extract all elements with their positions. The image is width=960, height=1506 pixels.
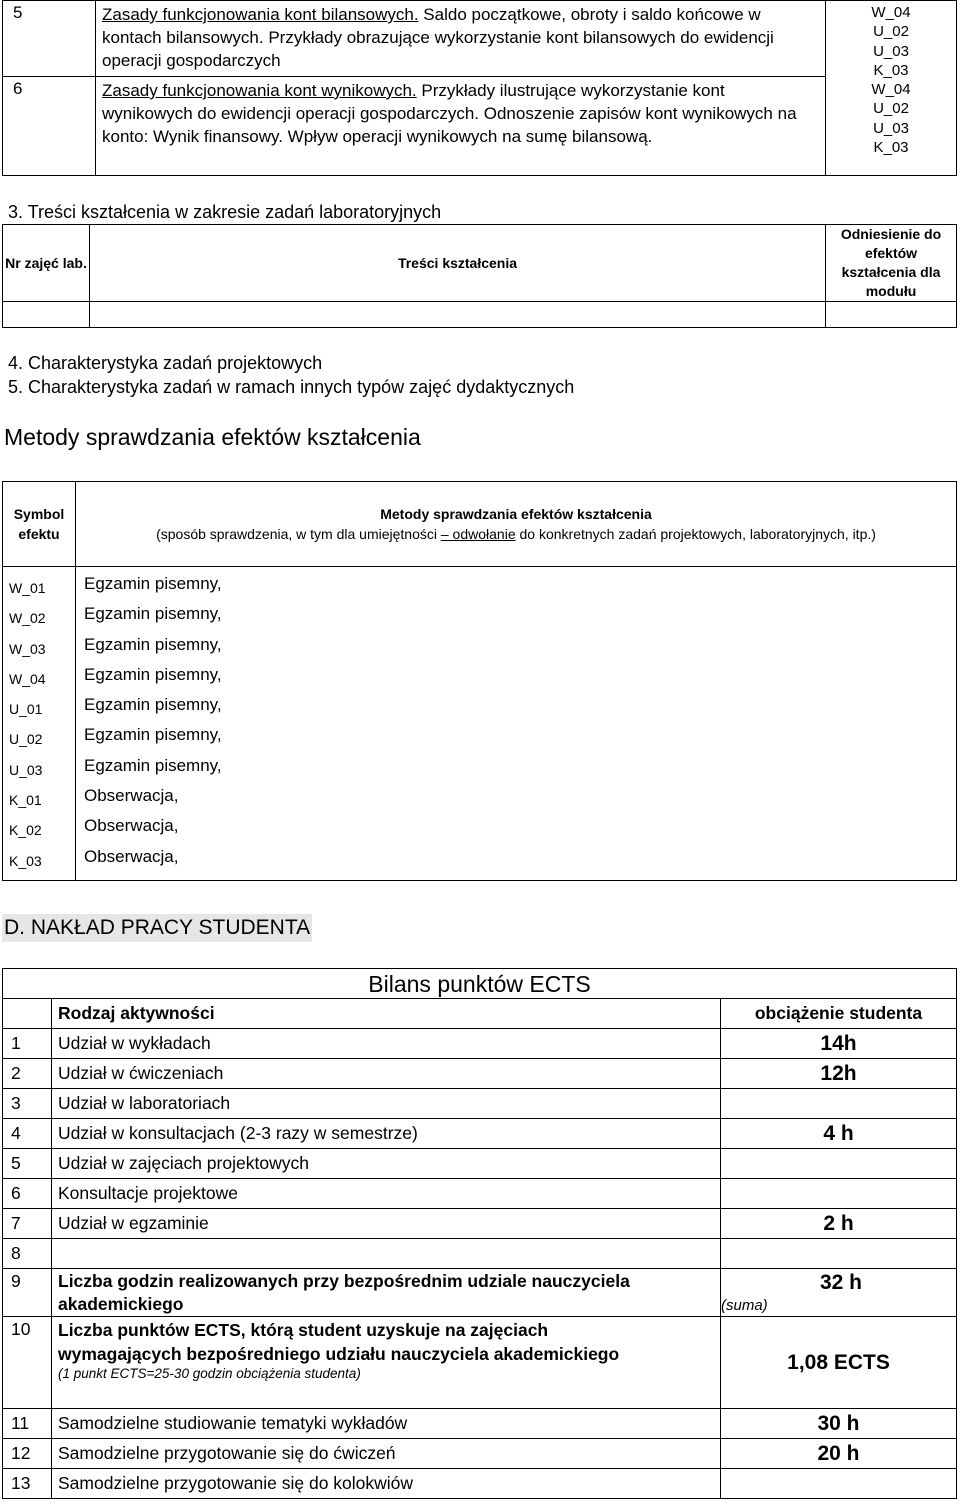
col-header-lab-no: Nr zajęć lab. [3, 225, 90, 302]
effect-code: K_03 [873, 139, 909, 157]
col-header-load: obciążenie studenta [721, 999, 957, 1029]
col-header-methods [76, 482, 957, 567]
activity-cell: Liczba godzin realizowanych przy bezpośrednim udziale nauczyciela akademickiego [52, 1269, 721, 1317]
row-number: 10 [3, 1317, 52, 1409]
section-d-heading: D. NAKŁAD PRACY STUDENTA [2, 914, 312, 942]
method-cell: Egzamin pisemny, [84, 574, 222, 593]
method-cell: Egzamin pisemny, [84, 604, 222, 624]
sub-text: do konkretnych zadań projektowych, laboratoryjnych, itp.) [515, 526, 876, 542]
table-row [3, 302, 957, 328]
symbol-cell: K_01 [9, 792, 42, 809]
empty-cell [826, 302, 957, 328]
row-number: 12 [3, 1439, 52, 1469]
effect-codes-cell [826, 1, 957, 176]
row-content [96, 77, 826, 176]
table-row [3, 1089, 957, 1119]
sub-text-underlined: – odwołanie [440, 526, 516, 542]
col-header-reference: Odniesienie do efektów kształcenia dla modułu [826, 225, 957, 302]
method-cell: Obserwacja, [84, 816, 179, 836]
empty-cell [90, 302, 826, 328]
row-content-underlined: Zasady funkcjonowania kont wynikowych. [102, 81, 417, 100]
symbol-cell: U_03 [9, 761, 43, 778]
lab-content-table [2, 224, 957, 328]
load-cell [721, 1239, 957, 1269]
load-cell [721, 1179, 957, 1209]
method-cell: Obserwacja, [84, 846, 179, 866]
activity-cell: Udział w ćwiczeniach [52, 1059, 721, 1089]
symbol-cell: W_01 [9, 580, 46, 596]
method-cell: Egzamin pisemny, [84, 695, 222, 715]
symbol-cell: U_02 [9, 731, 43, 748]
effect-code: U_02 [873, 100, 909, 118]
table-row [3, 77, 957, 176]
table-row [3, 1239, 957, 1269]
load-cell: 30 h [721, 1409, 957, 1439]
load-value: 32 h [819, 1271, 863, 1294]
section-5-heading: 5. Charakterystyka zadań w ramach innych typów zajęć dydaktycznych [8, 377, 575, 397]
effect-code: K_03 [873, 61, 909, 79]
row-number: 6 [3, 1179, 52, 1209]
empty-cell [3, 999, 52, 1029]
row-number: 8 [3, 1239, 52, 1269]
table-row [3, 1149, 957, 1179]
row-number: 9 [3, 1269, 52, 1317]
ects-title: Bilans punktów ECTS [3, 969, 957, 999]
table-row [3, 1, 957, 77]
activity-cell: Udział w konsultacjach (2-3 razy w semestrze) [52, 1119, 721, 1149]
load-cell: 4 h [721, 1119, 957, 1149]
col-header-methods-title: Metody sprawdzania efektów kształcenia [380, 506, 652, 522]
col-header-symbol: Symbol efektu [3, 482, 76, 567]
empty-cell [3, 302, 90, 328]
ects-table [2, 968, 957, 1499]
row-content-underlined: Zasady funkcjonowania kont bilansowych. [102, 5, 419, 24]
table-row [3, 1119, 957, 1149]
effect-code: W_04 [871, 4, 911, 21]
row-number: 4 [3, 1119, 52, 1149]
table-row [3, 1029, 957, 1059]
row-content [96, 1, 826, 77]
method-column [76, 567, 957, 881]
symbol-column [3, 567, 76, 881]
symbol-cell: U_01 [9, 701, 43, 718]
row-number: 6 [3, 77, 96, 176]
activity-cell [52, 1317, 721, 1409]
section-4-heading: 4. Charakterystyka zadań projektowych [8, 353, 323, 373]
table-row [3, 1469, 957, 1499]
row-number: 1 [3, 1029, 52, 1059]
col-header-content: Treści kształcenia [90, 225, 826, 302]
sub-text: (sposób sprawdzenia, w tym dla umiejętności [156, 526, 441, 542]
load-cell [721, 1269, 957, 1317]
table-row [3, 1409, 957, 1439]
activity-cell: Samodzielne przygotowanie się do kolokwiów [52, 1469, 721, 1499]
effect-code: U_03 [873, 119, 909, 137]
method-cell: Egzamin pisemny, [84, 634, 222, 654]
symbol-cell: W_02 [9, 610, 46, 627]
table-header-row [3, 225, 957, 302]
method-cell: Egzamin pisemny, [84, 725, 222, 745]
table-row [3, 1439, 957, 1469]
effect-code: U_03 [873, 42, 909, 60]
row-number: 7 [3, 1209, 52, 1239]
table-row [3, 1059, 957, 1089]
table-title-row [3, 969, 957, 999]
methods-title: Metody sprawdzania efektów kształcenia [4, 424, 421, 450]
table-row [3, 1269, 957, 1317]
method-cell: Egzamin pisemny, [84, 755, 222, 775]
table-row [3, 567, 957, 881]
activity-cell: Samodzielne studiowanie tematyki wykładów [52, 1409, 721, 1439]
row-content-rest: Przykłady ilustrujące wykorzystanie kont wynikowych do ewidencji operacji gospodarczych. Odnoszenie zapisów kont wynikowych na konto: Wynik finansowy. Wpływ operacji wynikowych na sumę bilansową. [102, 81, 797, 146]
symbol-cell: W_03 [9, 640, 46, 657]
symbol-cell: K_03 [9, 852, 42, 869]
program-content-table [2, 0, 957, 176]
load-cell: 2 h [721, 1209, 957, 1239]
row-number: 2 [3, 1059, 52, 1089]
activity-cell: Udział w egzaminie [52, 1209, 721, 1239]
row-number: 5 [3, 1149, 52, 1179]
table-header-row [3, 999, 957, 1029]
table-row [3, 1209, 957, 1239]
method-cell: Obserwacja, [84, 786, 179, 806]
table-row [3, 1317, 957, 1409]
load-cell: 14h [721, 1029, 957, 1059]
effect-code: W_04 [871, 81, 911, 99]
load-cell [721, 1469, 957, 1499]
load-cell: 20 h [721, 1439, 957, 1469]
row-number: 11 [3, 1409, 52, 1439]
activity-text: Liczba punktów ECTS, którą student uzyskuje na zajęciach wymagających bezpośredniego udziału nauczyciela akademickiego [58, 1320, 620, 1364]
symbol-cell: W_04 [9, 670, 46, 687]
load-cell [721, 1149, 957, 1179]
row-number: 13 [3, 1469, 52, 1499]
load-cell [721, 1089, 957, 1119]
row-number: 3 [3, 1089, 52, 1119]
load-note: (suma) [721, 1297, 768, 1314]
row-content-rest: Saldo początkowe, obroty i saldo końcowe w kontach bilansowych. Przykłady obrazujące wykorzystanie kont bilansowych do ewidencji operacji gospodarczych [102, 5, 774, 70]
load-cell: 12h [721, 1059, 957, 1089]
activity-cell: Udział w wykładach [52, 1029, 721, 1059]
method-cell: Egzamin pisemny, [84, 664, 222, 684]
col-header-activity: Rodzaj aktywności [52, 999, 721, 1029]
col-header-methods-sub [76, 524, 956, 544]
table-header-row [3, 482, 957, 567]
table-row [3, 1179, 957, 1209]
activity-cell: Udział w laboratoriach [52, 1089, 721, 1119]
load-cell: 1,08 ECTS [721, 1317, 957, 1409]
section-3-heading: 3. Treści kształcenia w zakresie zadań laboratoryjnych [8, 202, 442, 222]
methods-table [2, 481, 957, 881]
activity-cell: Konsultacje projektowe [52, 1179, 721, 1209]
activity-cell: Samodzielne przygotowanie się do ćwiczeń [52, 1439, 721, 1469]
activity-note: (1 punkt ECTS=25-30 godzin obciążenia studenta) [58, 1366, 361, 1381]
activity-cell [52, 1239, 721, 1269]
row-number: 5 [3, 1, 96, 77]
effect-code: U_02 [873, 23, 909, 41]
symbol-cell: K_02 [9, 822, 42, 839]
activity-cell: Udział w zajęciach projektowych [52, 1149, 721, 1179]
